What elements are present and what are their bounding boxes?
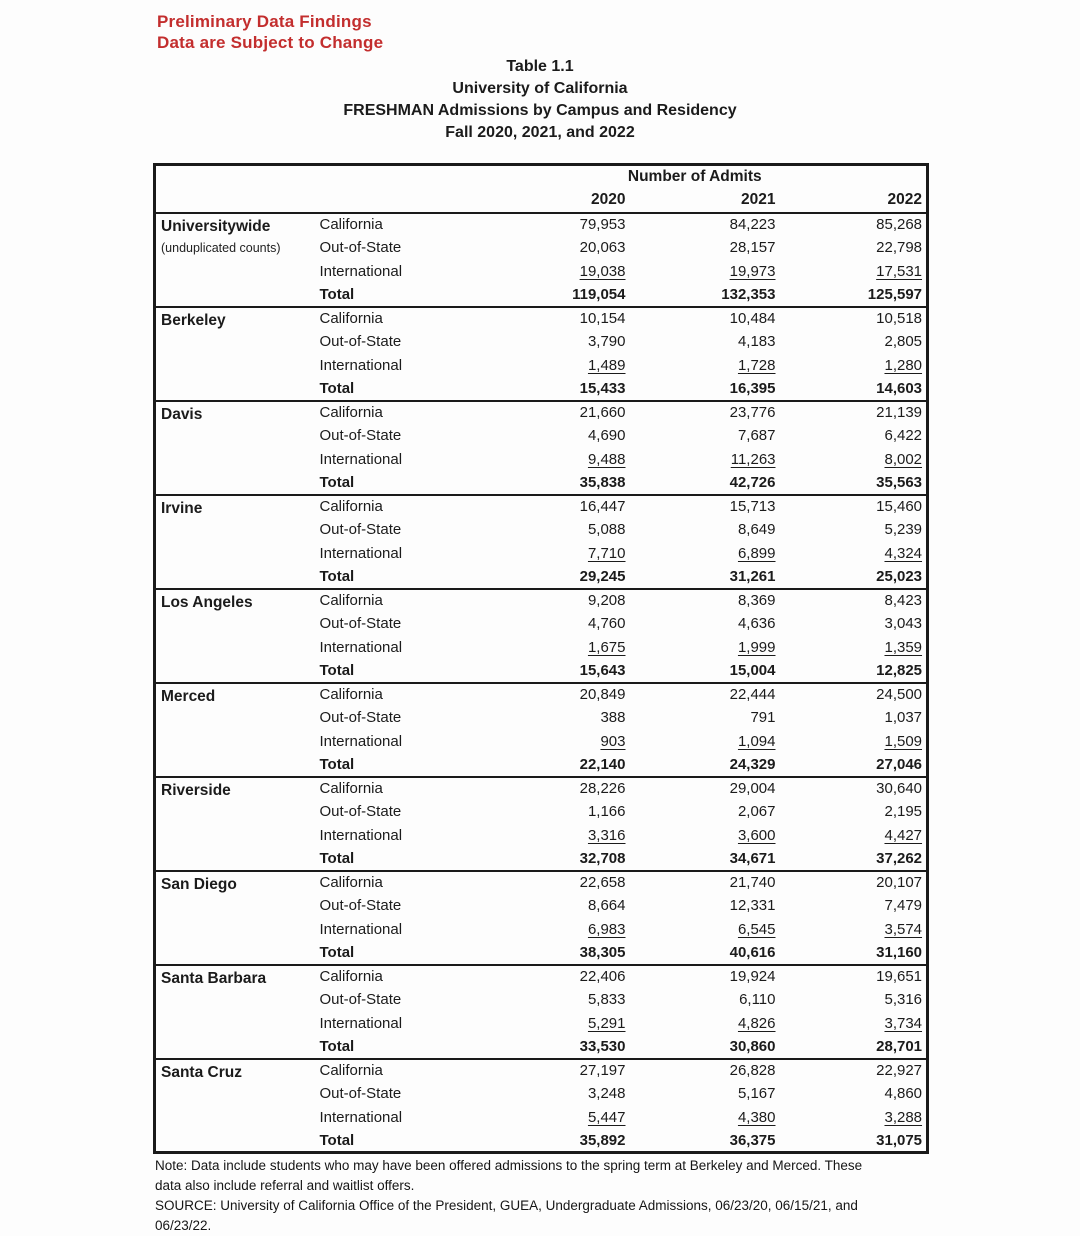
value-cell: 24,500 (782, 683, 928, 707)
value-cell: 22,927 (782, 1059, 928, 1083)
underlined-value: 9,488 (587, 450, 626, 468)
value-cell: 388 (600, 709, 626, 727)
value-cell (632, 448, 782, 472)
value-cell: 33,530 (579, 1037, 626, 1055)
value-cell: 16,447 (464, 495, 632, 519)
residency-cell: California (312, 871, 464, 895)
campus-cell (155, 683, 312, 777)
table-row (155, 213, 928, 237)
underlined-value: 11,263 (730, 450, 776, 468)
value-cell: 125,597 (867, 285, 923, 303)
value-cell: 21,139 (782, 401, 928, 425)
source-text (155, 1196, 945, 1236)
residency-cell: Out-of-State (319, 991, 402, 1009)
value-cell: 21,660 (464, 401, 632, 425)
value-cell: 28,157 (729, 239, 776, 257)
value-cell: 37,262 (876, 849, 923, 867)
value-cell: 8,369 (632, 589, 782, 613)
value-cell: 5,833 (587, 991, 626, 1009)
value-cell: 85,268 (782, 213, 928, 237)
value-cell (464, 1106, 632, 1130)
value-cell (464, 542, 632, 566)
residency-cell: Total (319, 755, 355, 773)
campus-cell (155, 871, 312, 965)
value-cell (782, 448, 928, 472)
value-cell: 3,248 (587, 1085, 626, 1103)
residency-cell: Out-of-State (319, 239, 402, 257)
note-text (155, 1156, 945, 1196)
value-cell: 2,805 (884, 333, 923, 351)
table-row (155, 871, 928, 895)
value-cell: 8,664 (587, 897, 626, 915)
underlined-value: 1,094 (737, 732, 776, 750)
value-cell (632, 1106, 782, 1130)
underlined-value: 17,531 (876, 262, 923, 280)
value-cell (782, 354, 928, 378)
value-cell: 28,226 (464, 777, 632, 801)
campus-cell (155, 213, 312, 307)
value-cell: 10,154 (464, 307, 632, 331)
value-cell: 21,740 (632, 871, 782, 895)
preliminary-banner (157, 11, 383, 53)
banner-line-2: Data are Subject to Change (157, 33, 384, 52)
residency-cell: International (319, 1108, 403, 1126)
note-line-2: data also include referral and waitlist offers. (155, 1178, 415, 1193)
residency-cell: International (319, 544, 403, 562)
value-cell: 6,110 (739, 991, 776, 1009)
underlined-value: 1,489 (587, 356, 626, 374)
value-cell (632, 354, 782, 378)
value-cell: 26,828 (632, 1059, 782, 1083)
underlined-value: 6,899 (737, 544, 776, 562)
value-cell: 15,713 (632, 495, 782, 519)
value-cell: 32,708 (579, 849, 626, 867)
residency-cell: California (312, 1059, 464, 1083)
value-cell: 12,825 (876, 661, 923, 679)
value-cell: 42,726 (729, 473, 776, 491)
campus-name: Santa Barbara (161, 969, 267, 987)
value-cell (782, 918, 928, 942)
title-table-number: Table 1.1 (506, 58, 574, 75)
value-cell: 23,776 (632, 401, 782, 425)
value-cell (632, 542, 782, 566)
title-institution: University of California (452, 80, 628, 97)
value-cell: 10,484 (632, 307, 782, 331)
residency-cell: California (312, 495, 464, 519)
value-cell: 3,043 (884, 615, 923, 633)
value-cell: 15,460 (782, 495, 928, 519)
campus-header-cell (155, 165, 312, 213)
source-line-1: SOURCE: University of California Office of the President, GUEA, Undergraduate Admissions, 06/23/20, 06/15/21, and (155, 1198, 858, 1213)
residency-cell: Total (319, 473, 355, 491)
table-title (0, 56, 1080, 144)
campus-name: San Diego (161, 875, 237, 893)
underlined-value: 1,999 (737, 638, 776, 656)
value-cell: 38,305 (579, 943, 626, 961)
value-cell: 28,701 (876, 1037, 923, 1055)
value-cell: 20,849 (464, 683, 632, 707)
value-cell: 2,195 (884, 803, 923, 821)
underlined-value: 8,002 (884, 450, 923, 468)
value-cell (464, 730, 632, 754)
value-cell: 31,261 (729, 567, 776, 585)
value-cell (632, 636, 782, 660)
underlined-value: 5,291 (587, 1014, 626, 1032)
residency-cell: International (319, 262, 403, 280)
residency-cell: Total (319, 285, 355, 303)
value-cell: 22,406 (464, 965, 632, 989)
residency-cell: Out-of-State (319, 427, 402, 445)
value-cell (782, 542, 928, 566)
residency-cell: California (312, 401, 464, 425)
campus-cell (155, 589, 312, 683)
value-cell (782, 824, 928, 848)
title-subject: FRESHMAN Admissions by Campus and Residency (343, 102, 737, 119)
value-cell: 40,616 (729, 943, 776, 961)
value-cell (782, 1012, 928, 1036)
campus-cell (155, 495, 312, 589)
value-cell: 2,067 (737, 803, 776, 821)
residency-cell: Out-of-State (319, 803, 402, 821)
value-cell: 15,433 (579, 379, 626, 397)
value-cell: 5,167 (737, 1085, 776, 1103)
value-cell (782, 1106, 928, 1130)
residency-cell: Total (319, 661, 355, 679)
value-cell: 22,798 (876, 239, 923, 257)
residency-cell: California (312, 213, 464, 237)
year-header-2021: 2021 (632, 189, 782, 213)
underlined-value: 4,826 (737, 1014, 776, 1032)
value-cell: 35,892 (579, 1131, 626, 1149)
table-row (155, 683, 928, 707)
table-row (155, 401, 928, 425)
table-row (155, 307, 928, 331)
group-header: Number of Admits (627, 168, 762, 186)
value-cell: 25,023 (876, 567, 923, 585)
underlined-value: 4,380 (737, 1108, 776, 1126)
note-line-1: Note: Data include students who may have been offered admissions to the spring term at Berkeley and Merced. These (155, 1158, 863, 1173)
value-cell: 119,054 (572, 285, 626, 303)
year-header-2020: 2020 (464, 189, 632, 213)
table-row (155, 495, 928, 519)
campus-cell (155, 1059, 312, 1153)
value-cell: 29,245 (579, 567, 626, 585)
banner-line-1: Preliminary Data Findings (157, 12, 372, 31)
campus-cell (155, 307, 312, 401)
campus-cell (155, 401, 312, 495)
title-terms: Fall 2020, 2021, and 2022 (445, 124, 635, 141)
value-cell: 3,790 (587, 333, 626, 351)
campus-cell (155, 777, 312, 871)
value-cell: 22,444 (632, 683, 782, 707)
campus-name: Irvine (161, 499, 203, 517)
residency-cell: International (319, 732, 403, 750)
value-cell: 22,658 (464, 871, 632, 895)
value-cell: 29,004 (632, 777, 782, 801)
source-line-2: 06/23/22. (155, 1218, 212, 1233)
underlined-value: 3,574 (884, 920, 923, 938)
value-cell: 27,197 (464, 1059, 632, 1083)
value-cell: 30,860 (729, 1037, 776, 1055)
value-cell: 5,316 (884, 991, 923, 1009)
value-cell: 14,603 (876, 379, 923, 397)
residency-cell: International (319, 1014, 403, 1032)
value-cell (782, 730, 928, 754)
underlined-value: 3,316 (587, 826, 626, 844)
underlined-value: 3,288 (884, 1108, 923, 1126)
value-cell (464, 918, 632, 942)
value-cell: 35,838 (579, 473, 626, 491)
underlined-value: 19,973 (729, 262, 776, 280)
value-cell (632, 824, 782, 848)
value-cell (632, 730, 782, 754)
underlined-value: 1,675 (587, 638, 626, 656)
table-row (155, 965, 928, 989)
underlined-value: 1,359 (884, 638, 923, 656)
value-cell: 20,107 (782, 871, 928, 895)
residency-cell: Out-of-State (319, 521, 402, 539)
campus-name: Los Angeles (161, 593, 253, 611)
campus-name: Santa Cruz (161, 1063, 242, 1081)
campus-name: Davis (161, 405, 203, 423)
underlined-value: 6,545 (737, 920, 776, 938)
campus-cell (155, 965, 312, 1059)
value-cell: 10,518 (782, 307, 928, 331)
residency-cell: Out-of-State (319, 333, 402, 351)
value-cell: 4,183 (737, 333, 776, 351)
underlined-value: 1,509 (884, 732, 923, 750)
value-cell: 31,075 (876, 1131, 923, 1149)
residency-cell: Out-of-State (319, 615, 402, 633)
value-cell (782, 260, 928, 284)
value-cell (464, 448, 632, 472)
residency-cell: California (312, 589, 464, 613)
value-cell: 27,046 (876, 755, 923, 773)
underlined-value: 1,728 (737, 356, 776, 374)
campus-name: Berkeley (161, 311, 226, 329)
value-cell: 15,004 (729, 661, 776, 679)
underlined-value: 19,038 (579, 262, 626, 280)
residency-cell: International (319, 920, 403, 938)
value-cell: 9,208 (464, 589, 632, 613)
residency-cell: Total (319, 379, 355, 397)
residency-cell: International (319, 450, 403, 468)
residency-cell: California (312, 683, 464, 707)
value-cell (464, 1012, 632, 1036)
value-cell: 1,037 (884, 709, 923, 727)
residency-cell: Total (319, 943, 355, 961)
campus-subtitle: (unduplicated counts) (161, 240, 281, 255)
underlined-value: 903 (600, 732, 626, 750)
residency-cell: Total (319, 567, 355, 585)
underlined-value: 6,983 (587, 920, 626, 938)
value-cell: 15,643 (579, 661, 626, 679)
value-cell (464, 824, 632, 848)
table-row (155, 1059, 928, 1083)
value-cell: 12,331 (729, 897, 776, 915)
underlined-value: 4,427 (884, 826, 923, 844)
value-cell: 79,953 (464, 213, 632, 237)
value-cell: 4,636 (737, 615, 776, 633)
underlined-value: 5,447 (587, 1108, 626, 1126)
value-cell: 7,687 (737, 427, 776, 445)
value-cell (464, 354, 632, 378)
campus-name: Riverside (161, 781, 231, 799)
value-cell: 5,088 (587, 521, 626, 539)
value-cell: 35,563 (876, 473, 923, 491)
residency-cell: Out-of-State (319, 897, 402, 915)
residency-cell: California (312, 965, 464, 989)
value-cell: 19,924 (632, 965, 782, 989)
underlined-value: 4,324 (884, 544, 923, 562)
value-cell: 16,395 (729, 379, 776, 397)
value-cell: 24,329 (729, 755, 776, 773)
value-cell: 4,760 (587, 615, 626, 633)
value-cell: 19,651 (782, 965, 928, 989)
residency-cell: International (319, 356, 403, 374)
residency-cell: International (319, 826, 403, 844)
value-cell (464, 260, 632, 284)
value-cell: 5,239 (884, 521, 923, 539)
value-cell: 1,166 (587, 803, 626, 821)
campus-name: Universitywide (161, 217, 271, 235)
value-cell (782, 636, 928, 660)
value-cell: 30,640 (782, 777, 928, 801)
value-cell: 31,160 (876, 943, 923, 961)
table-row (155, 589, 928, 613)
table-row (155, 777, 928, 801)
campus-name: Merced (161, 687, 216, 705)
value-cell: 36,375 (729, 1131, 776, 1149)
value-cell: 8,423 (782, 589, 928, 613)
value-cell (632, 1012, 782, 1036)
value-cell (632, 260, 782, 284)
value-cell: 20,063 (579, 239, 626, 257)
underlined-value: 3,600 (737, 826, 776, 844)
residency-header-cell (312, 165, 464, 213)
value-cell: 8,649 (737, 521, 776, 539)
residency-cell: Out-of-State (319, 1085, 402, 1103)
underlined-value: 3,734 (884, 1014, 923, 1032)
value-cell: 22,140 (579, 755, 626, 773)
underlined-value: 7,710 (587, 544, 626, 562)
residency-cell: Total (319, 1131, 355, 1149)
residency-cell: Total (319, 1037, 355, 1055)
value-cell: 791 (750, 709, 776, 727)
value-cell: 84,223 (632, 213, 782, 237)
residency-cell: Total (319, 849, 355, 867)
value-cell (632, 918, 782, 942)
table-body (155, 213, 928, 1153)
residency-cell: California (312, 307, 464, 331)
residency-cell: International (319, 638, 403, 656)
value-cell: 4,690 (587, 427, 626, 445)
value-cell: 132,353 (721, 285, 776, 303)
value-cell: 7,479 (884, 897, 923, 915)
value-cell: 6,422 (884, 427, 923, 445)
value-cell: 34,671 (729, 849, 776, 867)
year-header-2022: 2022 (782, 189, 928, 213)
admissions-table (153, 163, 929, 1154)
residency-cell: Out-of-State (319, 709, 402, 727)
underlined-value: 1,280 (884, 356, 923, 374)
value-cell (464, 636, 632, 660)
value-cell: 4,860 (884, 1085, 923, 1103)
residency-cell: California (312, 777, 464, 801)
